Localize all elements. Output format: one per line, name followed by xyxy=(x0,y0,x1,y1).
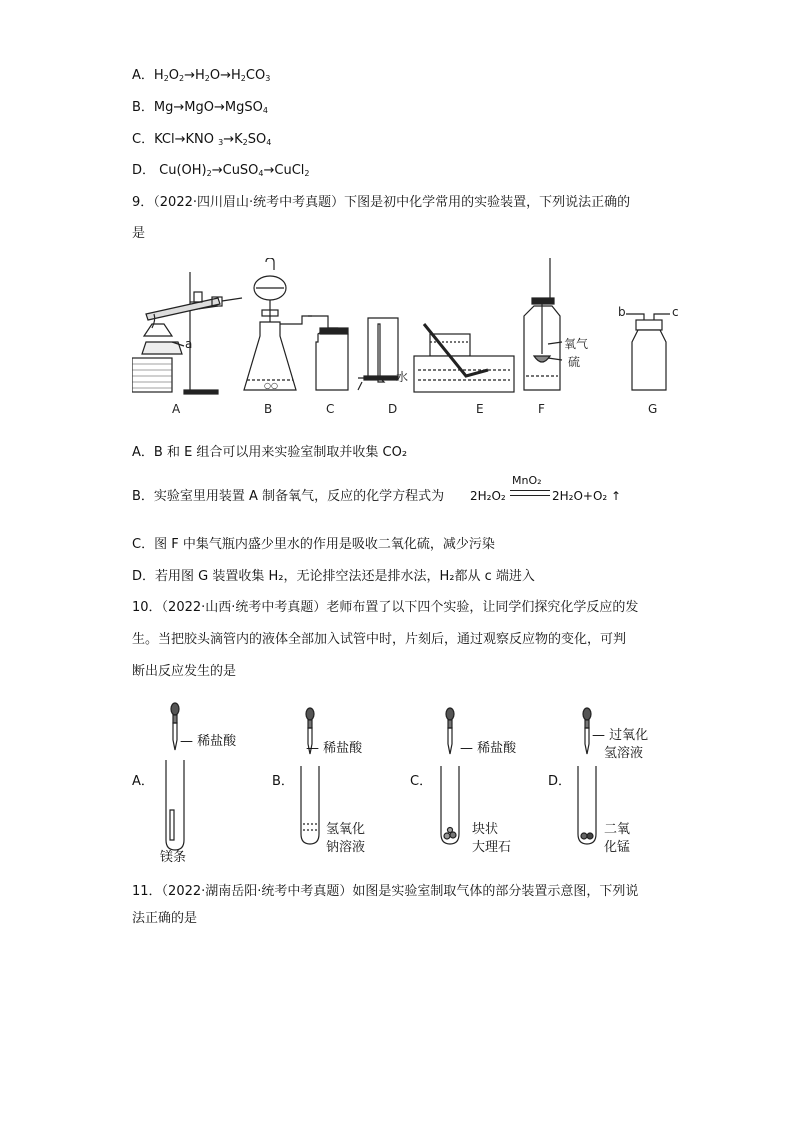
svg-text:D: D xyxy=(388,402,398,416)
q10-d-letter: D． xyxy=(548,774,572,789)
q9-option-a: A．B 和 E 组合可以用来实验室制取并收集 CO₂ xyxy=(132,445,408,460)
svg-text:氧气: 氧气 xyxy=(564,337,589,351)
q9-option-c: C．图 F 中集气瓶内盛少里水的作用是吸收二氧化硫，减少污染 xyxy=(132,537,495,552)
q8-option-d: D． $Cu(OH)_2\to CuSO_4\to CuCl_2$ xyxy=(132,163,310,178)
q9-stem-line2: 是 xyxy=(132,226,146,241)
q10-b-tube-label-1: 氢氧化 xyxy=(326,822,366,837)
svg-text:B: B xyxy=(264,402,273,416)
q10-c-apparatus xyxy=(435,706,465,856)
eq-left: 2H₂O₂ xyxy=(470,489,506,503)
q11-stem-line2: 法正确的是 xyxy=(132,911,198,926)
q10-b-letter: B． xyxy=(272,774,294,789)
q10-stem-line3: 断出反应发生的是 xyxy=(132,664,237,679)
q10-d-dropper-label-2: 氢溶液 xyxy=(604,746,644,761)
q10-a-dropper-label: — 稀盐酸 xyxy=(180,734,237,749)
svg-text:F: F xyxy=(538,402,545,416)
apparatus-a xyxy=(132,272,242,394)
apparatus-f xyxy=(524,258,588,390)
q11-stem-line1: 11．（2022·湖南岳阳·统考中考真题）如图是实验室制取气体的部分装置示意图，下列说 xyxy=(132,884,639,899)
q9-option-b: B．实验室里用装置 A 制备氧气，反应的化学方程式为 xyxy=(132,489,445,504)
q10-c-tube-label-1: 块状 xyxy=(472,822,499,837)
svg-text:b: b xyxy=(618,305,626,319)
eq-catalyst: MnO₂ xyxy=(512,474,542,487)
svg-text:○○: ○○ xyxy=(264,381,278,390)
q10-a-letter: A． xyxy=(132,774,154,789)
apparatus-g xyxy=(618,305,679,390)
q9-stem-line1: 9．（2022·四川眉山·统考中考真题）下图是初中化学常用的实验装置，下列说法正确的 xyxy=(132,195,631,210)
q10-b-apparatus xyxy=(295,706,325,856)
svg-text:硫: 硫 xyxy=(568,355,581,369)
eq-right: 2H₂O+O₂ ↑ xyxy=(552,489,622,503)
q10-b-dropper-label: — 稀盐酸 xyxy=(306,741,363,756)
q9-option-d: D．若用图 G 装置收集 H₂，无论排空法还是排水法，H₂都从 c 端进入 xyxy=(132,569,535,584)
apparatus-c xyxy=(308,316,348,390)
apparatus-b xyxy=(244,258,312,390)
svg-text:G: G xyxy=(648,402,658,416)
q10-d-tube-label-2: 化锰 xyxy=(604,840,631,855)
q8-option-c: C．KCl→KNO $_3\to K_2SO_4$ xyxy=(132,132,272,147)
q10-stem-line1: 10．（2022·山西·统考中考真题）老师布置了以下四个实验，让同学们探究化学反应的发 xyxy=(132,600,639,615)
q10-c-dropper-label: — 稀盐酸 xyxy=(460,741,517,756)
svg-text:E: E xyxy=(476,402,484,416)
q10-d-tube-label-1: 二氧 xyxy=(604,822,631,837)
q10-c-letter: C． xyxy=(410,774,433,789)
apparatus-d xyxy=(358,318,398,390)
svg-text:水: 水 xyxy=(396,370,409,384)
q10-d-dropper-label-1: — 过氧化 xyxy=(592,728,649,743)
svg-text:A: A xyxy=(172,402,181,416)
q10-stem-line2: 生。当把胶头滴管内的液体全部加入试管中时，片刻后，通过观察反应物的变化，可判 xyxy=(132,632,627,647)
q9-apparatus-figure xyxy=(132,258,692,420)
svg-text:c: c xyxy=(672,305,679,319)
q8-option-a: A．$H_2O_2\to H_2O\to H_2CO_3$ xyxy=(132,68,271,83)
q10-c-tube-label-2: 大理石 xyxy=(472,840,512,855)
q10-b-tube-label-2: 钠溶液 xyxy=(326,840,366,855)
svg-text:a: a xyxy=(185,337,193,351)
apparatus-e xyxy=(396,324,514,392)
eq-arrow xyxy=(510,490,550,496)
q10-a-tube-label: 镁条 xyxy=(160,850,187,865)
q8-option-b: B．Mg→MgO→MgSO$_4$ xyxy=(132,100,268,115)
q10-a-apparatus xyxy=(160,700,190,860)
svg-text:C: C xyxy=(326,402,335,416)
